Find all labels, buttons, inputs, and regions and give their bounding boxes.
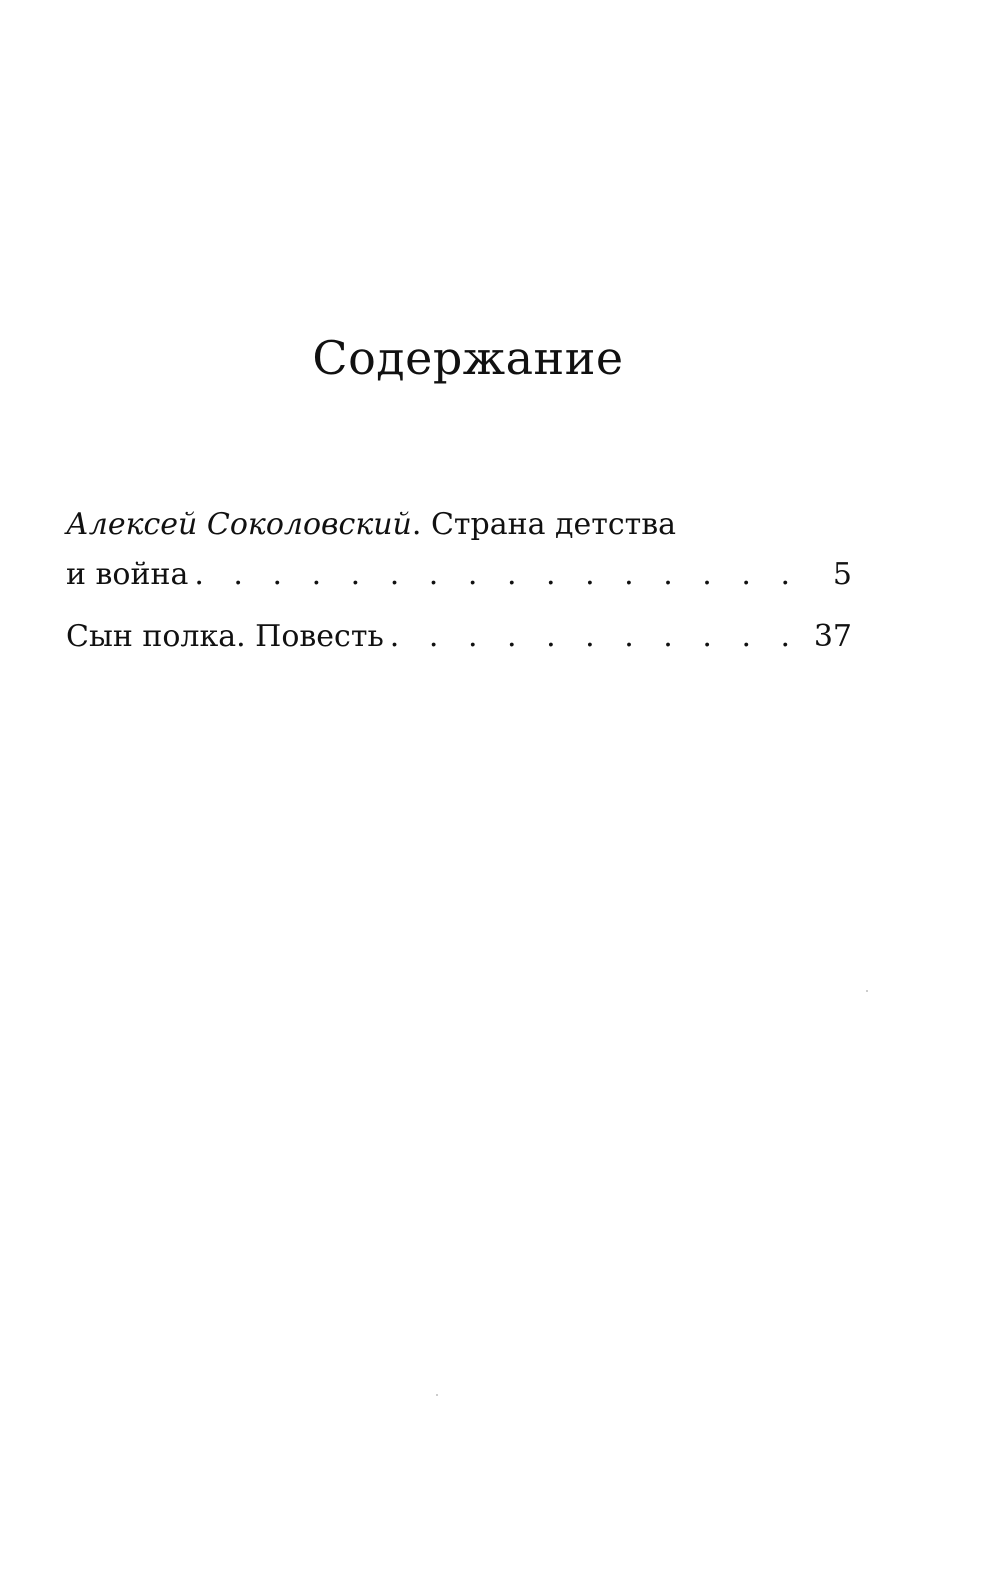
- toc-entry-second-line: [66, 550, 852, 600]
- scan-speck: [436, 1394, 438, 1396]
- scan-speck: [866, 990, 868, 992]
- toc-entry-page-number: 5: [832, 557, 852, 592]
- page-title: Содержание: [312, 331, 624, 385]
- toc-entry-page-number: 37: [813, 619, 852, 654]
- toc-dot-leader: [194, 550, 820, 600]
- toc-dot-leader: [390, 612, 806, 662]
- toc-entry: [66, 612, 852, 662]
- toc-entry-first-line: [66, 500, 852, 550]
- toc-entry-line: [66, 612, 852, 662]
- toc-entry: [66, 500, 852, 600]
- toc-entry-title-line2: и война: [66, 557, 189, 592]
- toc-entry-title: Сын полка. Повесть: [66, 619, 384, 654]
- table-of-contents: [66, 500, 852, 662]
- toc-entry-author-separator: .: [411, 507, 422, 542]
- toc-entry-title-line1: Страна детства: [421, 507, 677, 542]
- toc-entry-author: Алексей Соколовский: [66, 507, 412, 542]
